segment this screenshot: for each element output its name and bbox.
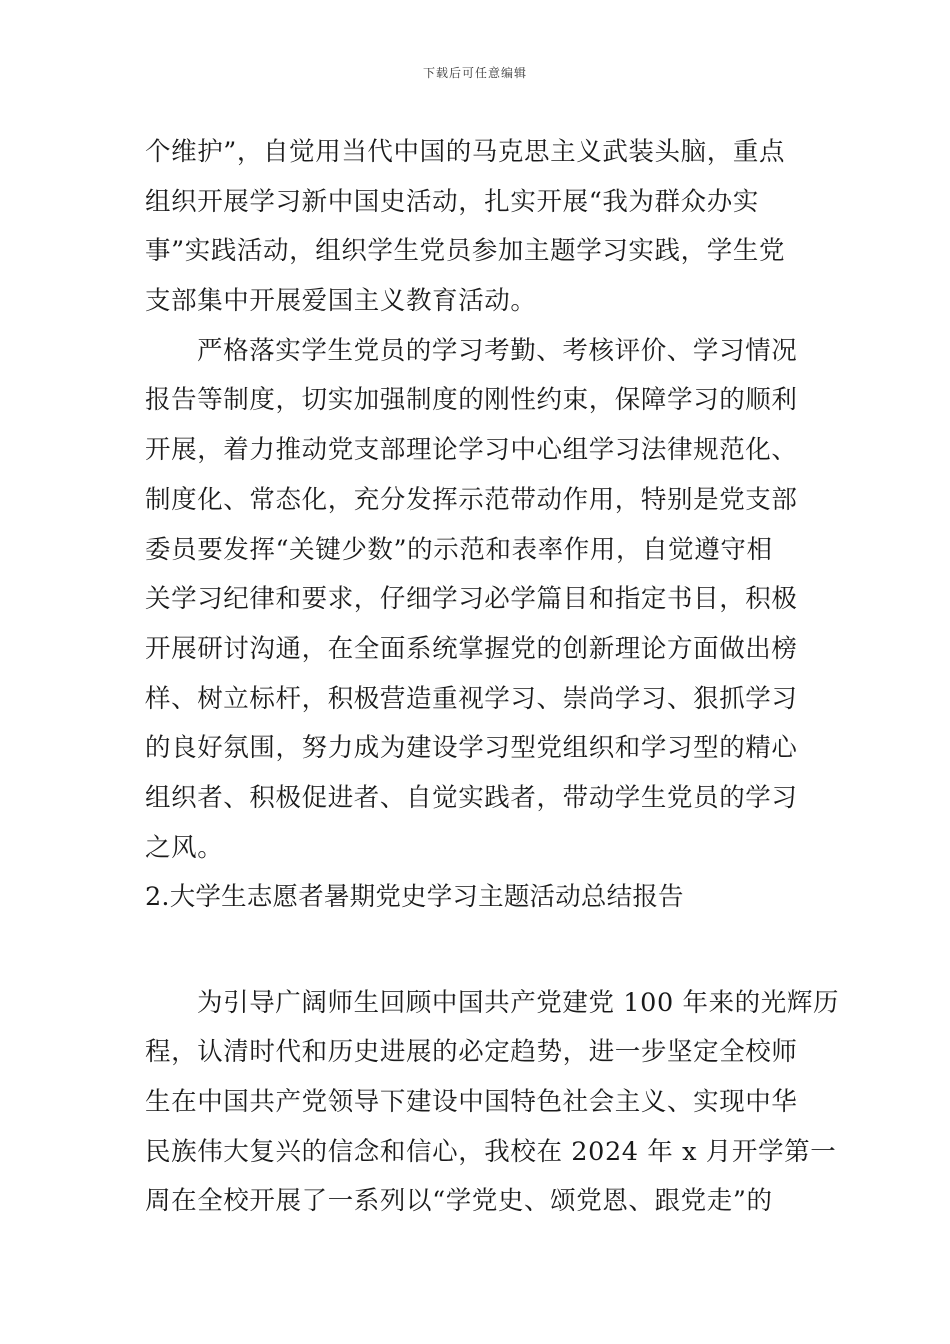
paragraph-line: 开展研讨沟通，在全面系统掌握党的创新理论方面做出榜 <box>145 633 798 664</box>
paragraph-line: 周在全校开展了一系列以“学党史、颂党恩、跟党走”的 <box>145 1186 773 1217</box>
paragraph-line: 支部集中开展爱国主义教育活动。 <box>145 286 537 317</box>
paragraph-line: 民族伟大复兴的信念和信心，我校在 2024 年 x 月开学第一 <box>145 1136 837 1167</box>
paragraph-line: 程，认清时代和历史进展的必定趋势，进一步坚定全校师 <box>145 1037 798 1068</box>
paragraph-line: 委员要发挥“关键少数”的示范和表率作用，自觉遵守相 <box>145 534 773 565</box>
paragraph-3 <box>145 979 840 1227</box>
paragraph-line: 严格落实学生党员的学习考勤、考核评价、学习情况 <box>197 335 798 366</box>
paragraph-1 <box>145 128 810 327</box>
paragraph-line: 的良好氛围，努力成为建设学习型党组织和学习型的精心 <box>145 733 798 764</box>
paragraph-line: 报告等制度，切实加强制度的刚性约束，保障学习的顺利 <box>145 385 798 416</box>
section-heading: 2.大学生志愿者暑期党史学习主题活动总结报告 <box>145 882 684 913</box>
paragraph-line: 制度化、常态化，充分发挥示范带动作用，特别是党支部 <box>145 484 798 515</box>
paragraph-2 <box>145 327 810 874</box>
paragraph-line: 为引导广阔师生回顾中国共产党建党 100 年来的光辉历 <box>197 987 840 1018</box>
paragraph-line: 个维护”，自觉用当代中国的马克思主义武装头脑，重点 <box>145 137 786 167</box>
paragraph-line: 组织开展学习新中国史活动，扎实开展“我为群众办实 <box>145 186 759 217</box>
paragraph-line: 之风。 <box>145 832 224 863</box>
document-body <box>145 128 840 1227</box>
paragraph-line: 组织者、积极促进者、自觉实践者，带动学生党员的学习 <box>145 782 798 813</box>
paragraph-line: 生在中国共产党领导下建设中国特色社会主义、实现中华 <box>145 1087 798 1118</box>
paragraph-line: 样、树立标杆，积极营造重视学习、崇尚学习、狠抓学习 <box>145 683 798 714</box>
paragraph-line: 关学习纪律和要求，仔细学习必学篇目和指定书目，积极 <box>145 584 798 615</box>
blank-line <box>145 929 810 979</box>
paragraph-line: 事”实践活动，组织学生党员参加主题学习实践，学生党 <box>145 236 786 267</box>
page-header-note: 下载后可任意编辑 <box>422 66 527 80</box>
paragraph-line: 开展，着力推动党支部理论学习中心组学习法律规范化、 <box>145 435 798 466</box>
